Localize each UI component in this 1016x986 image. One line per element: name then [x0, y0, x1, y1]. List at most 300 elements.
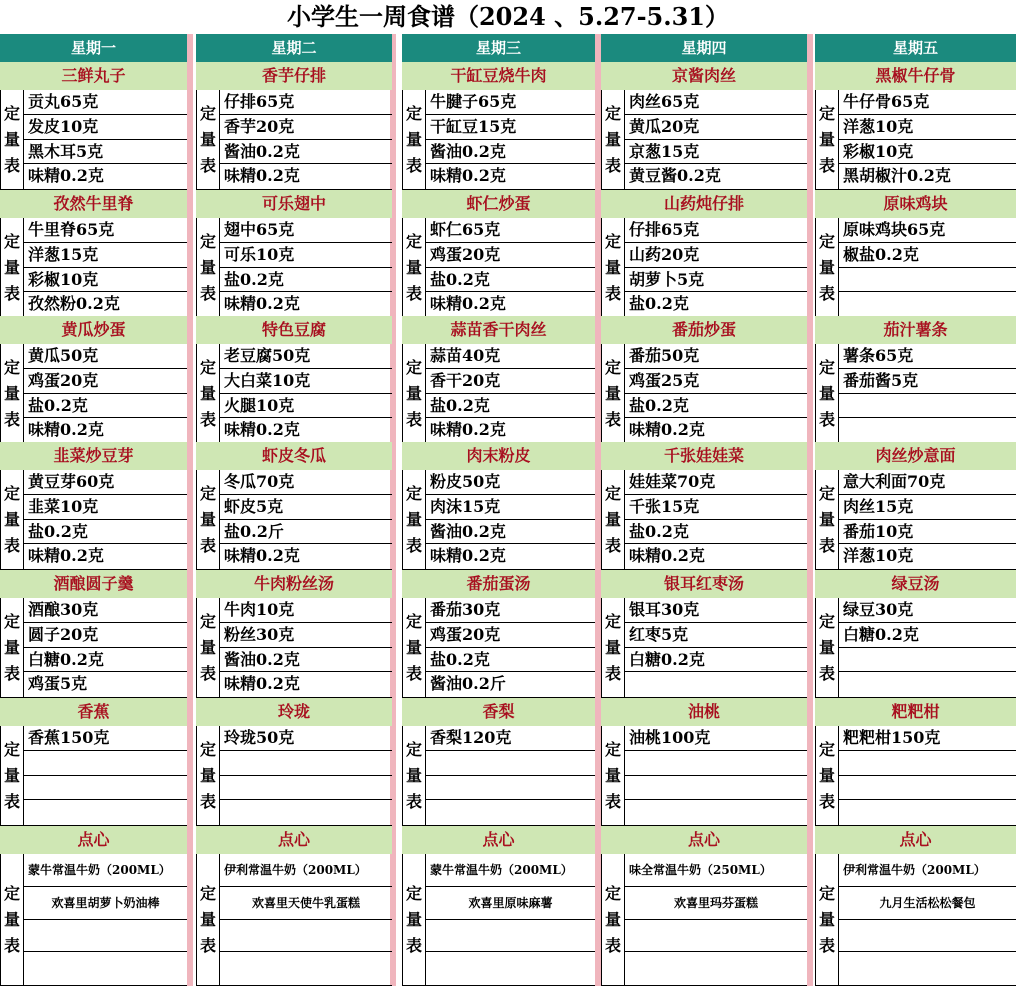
quantity-label-char: 表	[405, 409, 422, 429]
quantity-label-char: 表	[604, 155, 621, 175]
ingredient-list	[220, 470, 392, 569]
ingredient-line[interactable]	[839, 920, 1016, 953]
dish-name[interactable]: 黄瓜炒蛋	[0, 316, 187, 344]
ingredient-line[interactable]: 可乐10克	[220, 243, 392, 268]
ingredient-line[interactable]	[839, 648, 1016, 673]
ingredient-line[interactable]: 椒盐0.2克	[839, 243, 1016, 268]
quantity-label-char: 定	[3, 231, 20, 251]
quantity-label-char: 定	[405, 883, 422, 903]
ingredient-line[interactable]: 白糖0.2克	[24, 648, 187, 673]
ingredient-line[interactable]: 贡丸65克	[24, 90, 187, 115]
quantity-label	[402, 726, 426, 825]
ingredient-line[interactable]: 香芋20克	[220, 115, 392, 140]
ingredient-line[interactable]	[426, 800, 595, 825]
ingredient-line[interactable]: 京葱15克	[625, 140, 807, 165]
ingredient-line[interactable]	[839, 292, 1016, 317]
quantity-label-char: 量	[199, 765, 216, 785]
ingredient-line[interactable]: 酱油0.2克	[426, 520, 595, 545]
ingredient-line[interactable]: 盐0.2克	[625, 394, 807, 419]
quantity-label-char: 定	[3, 103, 20, 123]
quantity-block	[402, 470, 595, 570]
dish-name[interactable]: 香芋仔排	[196, 62, 392, 90]
ingredient-line[interactable]	[625, 952, 807, 985]
ingredient-line[interactable]: 黄瓜20克	[625, 115, 807, 140]
dish-name[interactable]: 茄汁薯条	[815, 316, 1016, 344]
quantity-label-char: 定	[604, 739, 621, 759]
ingredient-line[interactable]: 盐0.2克	[426, 394, 595, 419]
ingredient-line[interactable]: 味精0.2克	[430, 420, 506, 440]
quantity-label-char: 表	[818, 791, 835, 811]
ingredient-line[interactable]: 盐0.2克	[426, 268, 595, 293]
quantity-label	[402, 90, 426, 189]
quantity-label-char: 量	[818, 765, 835, 785]
quantity-label-char: 量	[818, 909, 835, 929]
ingredient-line[interactable]: 肉沫15克	[426, 495, 595, 520]
quantity-label-char: 定	[3, 483, 20, 503]
ingredient-line[interactable]: 酱油0.2克	[426, 140, 595, 165]
quantity-label-char: 表	[199, 935, 216, 955]
ingredient-list	[839, 598, 1016, 697]
snack-header: 点心	[601, 826, 807, 854]
dish-name[interactable]: 牛肉粉丝汤	[196, 570, 392, 598]
ingredient-line[interactable]: 番茄10克	[839, 520, 1016, 545]
ingredient-line[interactable]: 盐0.2克	[629, 294, 689, 314]
ingredient-line[interactable]: 山药20克	[625, 243, 807, 268]
ingredient-line[interactable]: 欢喜里玛芬蛋糕	[625, 887, 807, 920]
quantity-label-char: 定	[199, 231, 216, 251]
dish-name[interactable]: 肉末粉皮	[402, 442, 595, 470]
quantity-label-char: 表	[818, 155, 835, 175]
column-divider	[807, 34, 813, 986]
quantity-label-char: 表	[604, 663, 621, 683]
ingredient-line[interactable]	[625, 920, 807, 953]
ingredient-list	[839, 90, 1016, 189]
fruit-name[interactable]: 香蕉	[0, 698, 187, 726]
column-divider	[187, 34, 193, 986]
quantity-label-char: 定	[818, 231, 835, 251]
ingredient-line[interactable]: 老豆腐50克	[220, 344, 392, 369]
ingredient-line[interactable]: 火腿10克	[220, 394, 392, 419]
ingredient-line[interactable]: 酱油0.2克	[220, 648, 392, 673]
quantity-label-char: 定	[818, 883, 835, 903]
dish-name[interactable]: 虾仁炒蛋	[402, 190, 595, 218]
quantity-block	[815, 726, 1016, 826]
ingredient-line[interactable]: 白糖0.2克	[625, 648, 807, 673]
ingredient-line[interactable]: 味精0.2克	[224, 166, 300, 186]
snack-header: 点心	[815, 826, 1016, 854]
ingredient-line[interactable]: 伊利常温牛奶（200ML）	[220, 854, 392, 887]
snack-header: 点心	[402, 826, 595, 854]
ingredient-line[interactable]: 鸡蛋20克	[426, 623, 595, 648]
ingredient-line[interactable]	[24, 751, 187, 776]
ingredient-line[interactable]	[839, 952, 1016, 985]
ingredient-line[interactable]: 味精0.2克	[629, 420, 705, 440]
ingredient-line[interactable]	[220, 751, 392, 776]
quantity-label	[196, 90, 220, 189]
ingredient-line[interactable]: 油桃100克	[625, 726, 807, 751]
quantity-label	[815, 726, 839, 825]
ingredient-line[interactable]: 玲珑50克	[220, 726, 392, 751]
quantity-block	[0, 726, 187, 826]
quantity-label-char: 定	[818, 483, 835, 503]
dish-name[interactable]: 肉丝炒意面	[815, 442, 1016, 470]
ingredient-line[interactable]: 粉皮50克	[426, 470, 595, 495]
ingredient-list	[220, 218, 392, 317]
ingredient-line[interactable]: 干缸豆15克	[426, 115, 595, 140]
dish-name[interactable]: 千张娃娃菜	[601, 442, 807, 470]
quantity-label-char: 表	[818, 409, 835, 429]
ingredient-line[interactable]	[220, 952, 392, 985]
ingredient-line[interactable]: 味精0.2克	[430, 166, 506, 186]
ingredient-line[interactable]	[426, 751, 595, 776]
fruit-name[interactable]: 玲珑	[196, 698, 392, 726]
ingredient-line[interactable]: 仔排65克	[220, 90, 392, 115]
quantity-label-char: 表	[3, 935, 20, 955]
ingredient-line[interactable]: 盐0.2克	[426, 648, 595, 673]
ingredient-line[interactable]: 薯条65克	[839, 344, 1016, 369]
quantity-label-char: 定	[604, 611, 621, 631]
quantity-label-char: 量	[604, 383, 621, 403]
quantity-label	[196, 344, 220, 443]
quantity-label-char: 定	[604, 231, 621, 251]
ingredient-line[interactable]: 牛肉10克	[220, 598, 392, 623]
ingredient-list	[839, 344, 1016, 443]
quantity-label-char: 定	[405, 611, 422, 631]
quantity-label-char: 定	[199, 611, 216, 631]
dish-name[interactable]: 可乐翅中	[196, 190, 392, 218]
ingredient-line[interactable]	[426, 920, 595, 953]
quantity-block	[402, 854, 595, 986]
ingredient-line[interactable]: 味精0.2克	[224, 546, 300, 566]
quantity-label-char: 定	[3, 611, 20, 631]
quantity-label-char: 量	[405, 129, 422, 149]
ingredient-line[interactable]	[839, 776, 1016, 801]
quantity-label-char: 定	[818, 739, 835, 759]
ingredient-line[interactable]: 粑粑柑150克	[839, 726, 1016, 751]
ingredient-line[interactable]: 肉丝15克	[839, 495, 1016, 520]
ingredient-line[interactable]: 味精0.2克	[224, 294, 300, 314]
quantity-label-char: 量	[405, 909, 422, 929]
quantity-label-char: 量	[3, 129, 20, 149]
dish-name[interactable]: 绿豆汤	[815, 570, 1016, 598]
ingredient-line[interactable]: 盐0.2斤	[220, 520, 392, 545]
ingredient-line[interactable]: 原味鸡块65克	[839, 218, 1016, 243]
ingredient-line[interactable]: 九月生活松松餐包	[839, 887, 1016, 920]
ingredient-line[interactable]: 圆子20克	[24, 623, 187, 648]
ingredient-line[interactable]: 盐0.2克	[24, 520, 187, 545]
quantity-block	[196, 218, 392, 318]
ingredient-line[interactable]	[625, 800, 807, 825]
quantity-block	[815, 344, 1016, 444]
quantity-label-char: 表	[199, 155, 216, 175]
ingredient-line[interactable]: 鸡蛋20克	[426, 243, 595, 268]
quantity-label	[402, 854, 426, 985]
ingredient-line[interactable]: 牛里脊65克	[24, 218, 187, 243]
ingredient-line[interactable]: 味精0.2克	[629, 546, 705, 566]
ingredient-line[interactable]: 仔排65克	[625, 218, 807, 243]
ingredient-line[interactable]: 盐0.2克	[24, 394, 187, 419]
quantity-label	[0, 470, 24, 569]
ingredient-line[interactable]: 孜然粉0.2克	[28, 294, 120, 314]
ingredient-line[interactable]: 意大利面70克	[839, 470, 1016, 495]
ingredient-list	[625, 344, 807, 443]
ingredient-line[interactable]: 欢喜里胡萝卜奶油棒	[24, 887, 187, 920]
quantity-label	[402, 218, 426, 317]
quantity-block	[601, 854, 807, 986]
quantity-label-char: 量	[3, 637, 20, 657]
dish-name[interactable]: 干缸豆烧牛肉	[402, 62, 595, 90]
quantity-label	[815, 470, 839, 569]
ingredient-list	[839, 854, 1016, 985]
quantity-block	[0, 598, 187, 698]
ingredient-line[interactable]	[24, 920, 187, 953]
ingredient-line[interactable]: 鸡蛋25克	[625, 369, 807, 394]
ingredient-line[interactable]: 娃娃菜70克	[625, 470, 807, 495]
ingredient-list	[839, 218, 1016, 317]
quantity-label-char: 表	[3, 409, 20, 429]
quantity-label-char: 定	[405, 739, 422, 759]
ingredient-line[interactable]: 发皮10克	[24, 115, 187, 140]
ingredient-line[interactable]: 肉丝65克	[625, 90, 807, 115]
quantity-block	[815, 218, 1016, 318]
day-column	[0, 34, 187, 986]
ingredient-line[interactable]: 伊利常温牛奶（200ML）	[839, 854, 1016, 887]
ingredient-list	[220, 90, 392, 189]
ingredient-line[interactable]: 番茄酱5克	[839, 369, 1016, 394]
quantity-label-char: 量	[604, 637, 621, 657]
fruit-name[interactable]: 香梨	[402, 698, 595, 726]
quantity-label-char: 表	[199, 791, 216, 811]
ingredient-line[interactable]: 鸡蛋20克	[24, 369, 187, 394]
quantity-block	[601, 470, 807, 570]
quantity-block	[196, 90, 392, 190]
quantity-label-char: 表	[405, 155, 422, 175]
dish-name[interactable]: 三鲜丸子	[0, 62, 187, 90]
ingredient-line[interactable]: 味全常温牛奶（250ML）	[625, 854, 807, 887]
ingredient-line[interactable]: 彩椒10克	[24, 268, 187, 293]
ingredient-line[interactable]	[839, 751, 1016, 776]
ingredient-list	[426, 726, 595, 825]
quantity-label	[0, 726, 24, 825]
ingredient-line[interactable]: 洋葱15克	[24, 243, 187, 268]
ingredient-line[interactable]: 粉丝30克	[220, 623, 392, 648]
ingredient-line[interactable]: 蒙牛常温牛奶（200ML）	[24, 854, 187, 887]
ingredient-line[interactable]	[625, 672, 807, 697]
quantity-label-char: 量	[405, 509, 422, 529]
ingredient-line[interactable]: 酒酿30克	[24, 598, 187, 623]
ingredient-line[interactable]	[24, 776, 187, 801]
dish-name[interactable]: 虾皮冬瓜	[196, 442, 392, 470]
quantity-label-char: 定	[405, 103, 422, 123]
quantity-label-char: 表	[604, 791, 621, 811]
ingredient-line[interactable]: 冬瓜70克	[220, 470, 392, 495]
ingredient-list	[426, 90, 595, 189]
ingredient-line[interactable]	[426, 952, 595, 985]
quantity-block	[402, 726, 595, 826]
quantity-label-char: 定	[405, 483, 422, 503]
ingredient-line[interactable]: 胡萝卜5克	[625, 268, 807, 293]
ingredient-line[interactable]: 香梨120克	[426, 726, 595, 751]
ingredient-line[interactable]: 盐0.2克	[625, 520, 807, 545]
quantity-label-char: 表	[405, 535, 422, 555]
ingredient-line[interactable]	[24, 952, 187, 985]
quantity-label-char: 表	[405, 935, 422, 955]
ingredient-list	[625, 470, 807, 569]
ingredient-line[interactable]: 彩椒10克	[839, 140, 1016, 165]
ingredient-list	[426, 218, 595, 317]
ingredient-line[interactable]: 香干20克	[426, 369, 595, 394]
ingredient-line[interactable]: 香蕉150克	[24, 726, 187, 751]
quantity-label-char: 量	[604, 765, 621, 785]
ingredient-line[interactable]: 白糖0.2克	[839, 623, 1016, 648]
ingredient-line[interactable]: 绿豆30克	[839, 598, 1016, 623]
quantity-label-char: 量	[604, 129, 621, 149]
quantity-label-char: 定	[199, 483, 216, 503]
quantity-label-char: 定	[3, 357, 20, 377]
ingredient-list	[426, 344, 595, 443]
ingredient-line[interactable]: 黄豆芽60克	[24, 470, 187, 495]
ingredient-line[interactable]: 蒙牛常温牛奶（200ML）	[426, 854, 595, 887]
ingredient-line[interactable]	[839, 418, 1016, 443]
ingredient-line[interactable]: 味精0.2克	[430, 546, 506, 566]
quantity-label	[601, 218, 625, 317]
day-column	[815, 34, 1016, 986]
ingredient-line[interactable]: 味精0.2克	[430, 294, 506, 314]
ingredient-line[interactable]	[625, 776, 807, 801]
fruit-name[interactable]: 粑粑柑	[815, 698, 1016, 726]
quantity-label-char: 表	[818, 283, 835, 303]
ingredient-list	[24, 470, 187, 569]
quantity-label	[196, 470, 220, 569]
quantity-block	[815, 598, 1016, 698]
ingredient-line[interactable]: 鸡蛋5克	[28, 674, 88, 694]
ingredient-list	[625, 90, 807, 189]
quantity-label-char: 量	[818, 509, 835, 529]
ingredient-line[interactable]: 酱油0.2斤	[430, 674, 506, 694]
ingredient-line[interactable]	[625, 751, 807, 776]
ingredient-line[interactable]: 黄豆酱0.2克	[629, 166, 721, 186]
ingredient-line[interactable]	[839, 268, 1016, 293]
ingredient-line[interactable]: 味精0.2克	[28, 166, 104, 186]
ingredient-line[interactable]: 红枣5克	[625, 623, 807, 648]
quantity-label-char: 量	[3, 509, 20, 529]
quantity-label	[0, 90, 24, 189]
dish-name[interactable]: 番茄炒蛋	[601, 316, 807, 344]
quantity-label	[601, 598, 625, 697]
ingredient-line[interactable]: 味精0.2克	[224, 674, 300, 694]
ingredient-line[interactable]	[220, 920, 392, 953]
ingredient-line[interactable]	[220, 800, 392, 825]
ingredient-line[interactable]: 银耳30克	[625, 598, 807, 623]
dish-name[interactable]: 蒜苗香干肉丝	[402, 316, 595, 344]
dish-name[interactable]: 京酱肉丝	[601, 62, 807, 90]
quantity-label-char: 定	[3, 739, 20, 759]
ingredient-line[interactable]	[839, 672, 1016, 697]
day-column	[601, 34, 807, 986]
dish-name[interactable]: 原味鸡块	[815, 190, 1016, 218]
fruit-name[interactable]: 油桃	[601, 698, 807, 726]
quantity-label-char: 表	[405, 283, 422, 303]
ingredient-line[interactable]: 韭菜10克	[24, 495, 187, 520]
quantity-label-char: 量	[199, 637, 216, 657]
ingredient-line[interactable]	[839, 394, 1016, 419]
quantity-label-char: 量	[818, 383, 835, 403]
dish-name[interactable]: 黑椒牛仔骨	[815, 62, 1016, 90]
ingredient-line[interactable]: 翅中65克	[220, 218, 392, 243]
ingredient-line[interactable]: 欢喜里原味麻薯	[426, 887, 595, 920]
ingredient-line[interactable]: 番茄50克	[625, 344, 807, 369]
quantity-block	[601, 598, 807, 698]
day-header: 星期二	[196, 34, 392, 62]
quantity-label-char: 量	[3, 765, 20, 785]
ingredient-line[interactable]: 味精0.2克	[224, 420, 300, 440]
dish-name[interactable]: 孜然牛里脊	[0, 190, 187, 218]
ingredient-line[interactable]: 黄瓜50克	[24, 344, 187, 369]
dish-name[interactable]: 特色豆腐	[196, 316, 392, 344]
quantity-label-char: 量	[3, 909, 20, 929]
ingredient-line[interactable]: 黑胡椒汁0.2克	[843, 166, 951, 186]
quantity-label-char: 定	[199, 883, 216, 903]
ingredient-line[interactable]	[24, 800, 187, 825]
quantity-label-char: 表	[3, 535, 20, 555]
dish-name[interactable]: 银耳红枣汤	[601, 570, 807, 598]
ingredient-line[interactable]: 牛仔骨65克	[839, 90, 1016, 115]
ingredient-line[interactable]: 盐0.2克	[220, 268, 392, 293]
quantity-label-char: 表	[818, 535, 835, 555]
ingredient-line[interactable]: 味精0.2克	[28, 420, 104, 440]
ingredient-line[interactable]	[839, 800, 1016, 825]
day-header: 星期三	[402, 34, 595, 62]
dish-name[interactable]: 山药炖仔排	[601, 190, 807, 218]
dish-name[interactable]: 酒酿圆子羹	[0, 570, 187, 598]
snack-header: 点心	[0, 826, 187, 854]
ingredient-line[interactable]: 千张15克	[625, 495, 807, 520]
quantity-label-char: 定	[604, 483, 621, 503]
quantity-label-char: 定	[604, 357, 621, 377]
quantity-label	[815, 598, 839, 697]
quantity-label-char: 量	[405, 765, 422, 785]
ingredient-line[interactable]: 虾皮5克	[220, 495, 392, 520]
ingredient-list	[24, 90, 187, 189]
ingredient-line[interactable]: 洋葱10克	[843, 546, 914, 566]
ingredient-line[interactable]: 大白菜10克	[220, 369, 392, 394]
quantity-label-char: 定	[604, 883, 621, 903]
ingredient-list	[839, 470, 1016, 569]
ingredient-line[interactable]: 蒜苗40克	[426, 344, 595, 369]
ingredient-line[interactable]: 虾仁65克	[426, 218, 595, 243]
ingredient-line[interactable]: 味精0.2克	[28, 546, 104, 566]
ingredient-line[interactable]: 番茄30克	[426, 598, 595, 623]
quantity-label	[402, 344, 426, 443]
dish-name[interactable]: 番茄蛋汤	[402, 570, 595, 598]
quantity-label-char: 定	[604, 103, 621, 123]
ingredient-line[interactable]	[426, 776, 595, 801]
quantity-label-char: 量	[405, 637, 422, 657]
quantity-block	[815, 470, 1016, 570]
quantity-label-char: 表	[604, 935, 621, 955]
quantity-label-char: 定	[199, 357, 216, 377]
ingredient-list	[24, 344, 187, 443]
dish-name[interactable]: 韭菜炒豆芽	[0, 442, 187, 470]
ingredient-line[interactable]: 欢喜里天使牛乳蛋糕	[220, 887, 392, 920]
ingredient-line[interactable]: 黑木耳5克	[24, 140, 187, 165]
ingredient-line[interactable]: 酱油0.2克	[220, 140, 392, 165]
ingredient-line[interactable]: 洋葱10克	[839, 115, 1016, 140]
ingredient-line[interactable]: 牛腱子65克	[426, 90, 595, 115]
quantity-label-char: 量	[604, 909, 621, 929]
ingredient-line[interactable]	[220, 776, 392, 801]
quantity-label-char: 量	[199, 509, 216, 529]
